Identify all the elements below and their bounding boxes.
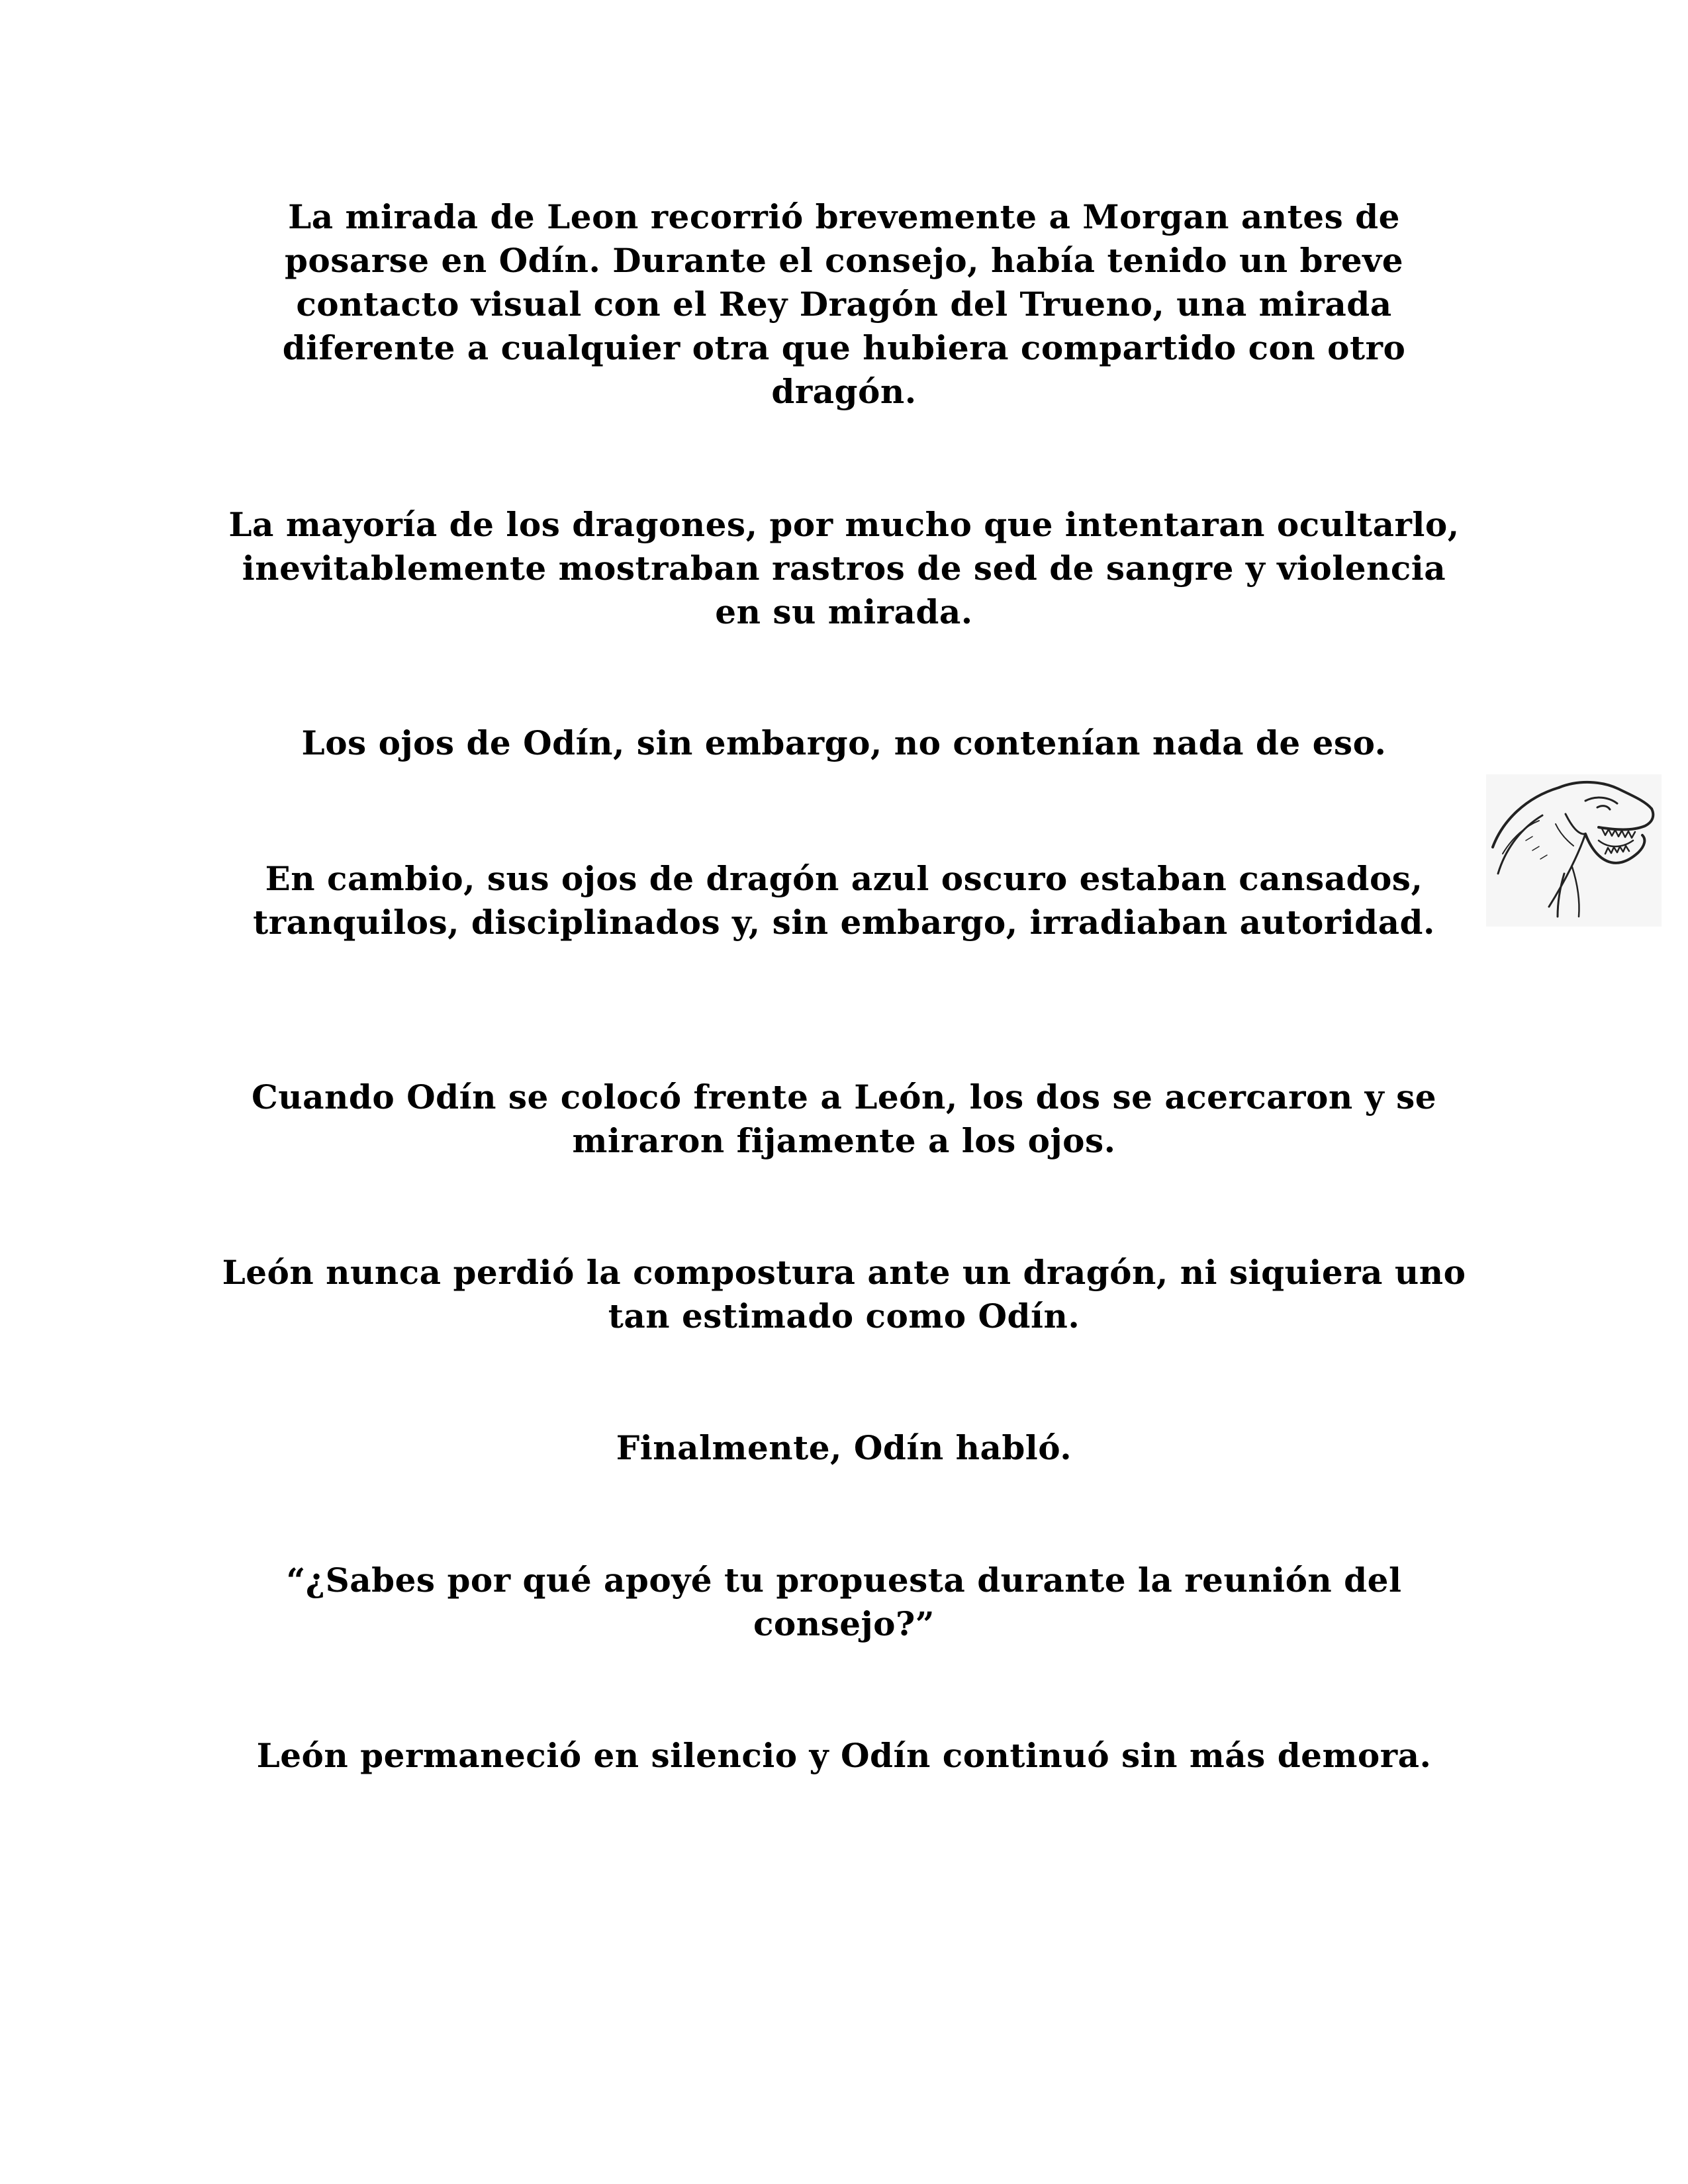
dragon-head-sketch-icon	[1486, 774, 1662, 927]
paragraph-8: “¿Sabes por qué apoyé tu propuesta durante la reunión del consejo?”	[286, 1561, 1402, 1643]
paragraph-5: Cuando Odín se colocó frente a León, los dos se acercaron y se miraron fijamente a los ojos.	[251, 1077, 1437, 1160]
paragraph-9: León permaneció en silencio y Odín continuó sin más demora.	[256, 1736, 1432, 1775]
paragraph-2: La mayoría de los dragones, por mucho que intentaran ocultarlo, inevitablemente mostraban rastros de sed de sangre y violencia en su mirada.	[228, 505, 1460, 631]
paragraph-7: Finalmente, Odín habló.	[616, 1428, 1072, 1467]
paragraph-6: León nunca perdió la compostura ante un dragón, ni siquiera uno tan estimado como Odín.	[222, 1253, 1466, 1336]
paragraph-4: En cambio, sus ojos de dragón azul oscuro estaban cansados, tranquilos, disciplinados y, sin embargo, irradiaban autoridad.	[253, 859, 1435, 942]
paragraph-1: La mirada de Leon recorrió brevemente a Morgan antes de posarse en Odín. Durante el consejo, había tenido un breve contacto visual con el Rey Dragón del Trueno, una mirada diferente a cualquier otra que hubiera compartido con otro dragón.	[282, 197, 1406, 411]
paragraph-3: Los ojos de Odín, sin embargo, no contenían nada de eso.	[301, 723, 1387, 762]
